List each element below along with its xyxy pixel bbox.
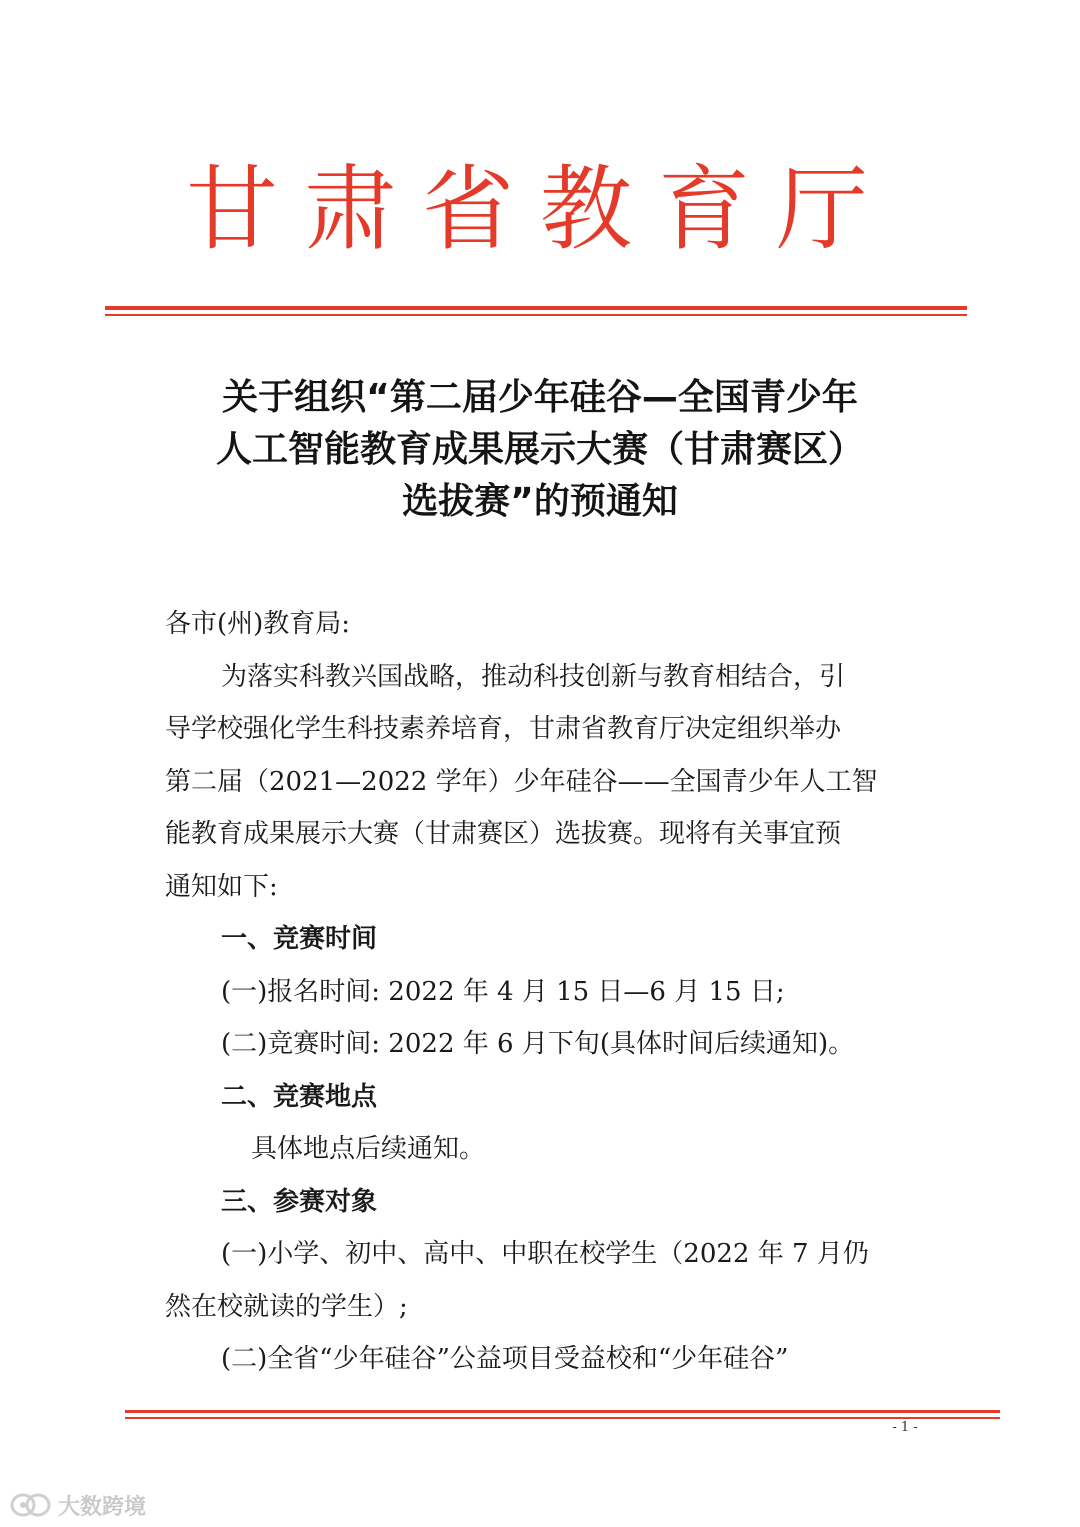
header-red-rule-thin [105, 314, 967, 316]
document-title-line: 选拔赛”的预通知 [402, 481, 678, 522]
registration-time-item: (一)报名时间: 2022 年 4 月 15 日—6 月 15 日; [221, 976, 785, 1007]
page-number: - 1 - [892, 1420, 918, 1435]
competition-time-item: (二)竞赛时间: 2022 年 6 月下旬(具体时间后续通知)。 [221, 1029, 855, 1059]
intro-paragraph-line: 能教育成果展示大赛（甘肃赛区）选拔赛。现将有关事宜预 [165, 819, 842, 849]
participants-item-line: (一)小学、初中、高中、中职在校学生（2022 年 7 月仍 [221, 1239, 869, 1269]
footer-red-rule-thin [125, 1417, 1000, 1419]
section-heading-location: 二、竞赛地点 [221, 1081, 378, 1112]
document-title-line: 人工智能教育成果展示大赛（甘肃赛区） [215, 429, 864, 470]
footer-red-rule-thick [125, 1410, 1000, 1413]
watermark [10, 1490, 146, 1520]
participants-item-line: 然在校就读的学生）; [165, 1291, 408, 1322]
intro-paragraph-line: 通知如下: [165, 871, 278, 902]
location-text: 具体地点后续通知。 [251, 1134, 486, 1164]
participants-item-line: (二)全省“少年硅谷”公益项目受益校和“少年硅谷” [221, 1344, 789, 1374]
intro-paragraph-line: 为落实科教兴国战略，推动科技创新与教育相结合，引 [221, 661, 846, 692]
section-heading-participants: 三、参赛对象 [221, 1186, 378, 1217]
salutation: 各市(州)教育局: [165, 609, 351, 639]
agency-header-title: 甘肃省教育厅 [185, 156, 894, 263]
section-heading-time: 一、竞赛时间 [221, 924, 378, 954]
document-title [120, 372, 960, 528]
intro-paragraph-line: 第二届（2021—2022 学年）少年硅谷——全国青少年人工智 [165, 766, 878, 797]
watermark-text: 大数跨境 [58, 1494, 147, 1520]
intro-paragraph-line: 导学校强化学生科技素养培育，甘肃省教育厅决定组织举办 [165, 714, 842, 744]
header-red-rule-thick [105, 306, 967, 310]
document-body [165, 598, 925, 1386]
brand-logo-icon [10, 1492, 52, 1518]
document-title-line: 关于组织“第二届少年硅谷—全国青少年 [222, 377, 858, 418]
